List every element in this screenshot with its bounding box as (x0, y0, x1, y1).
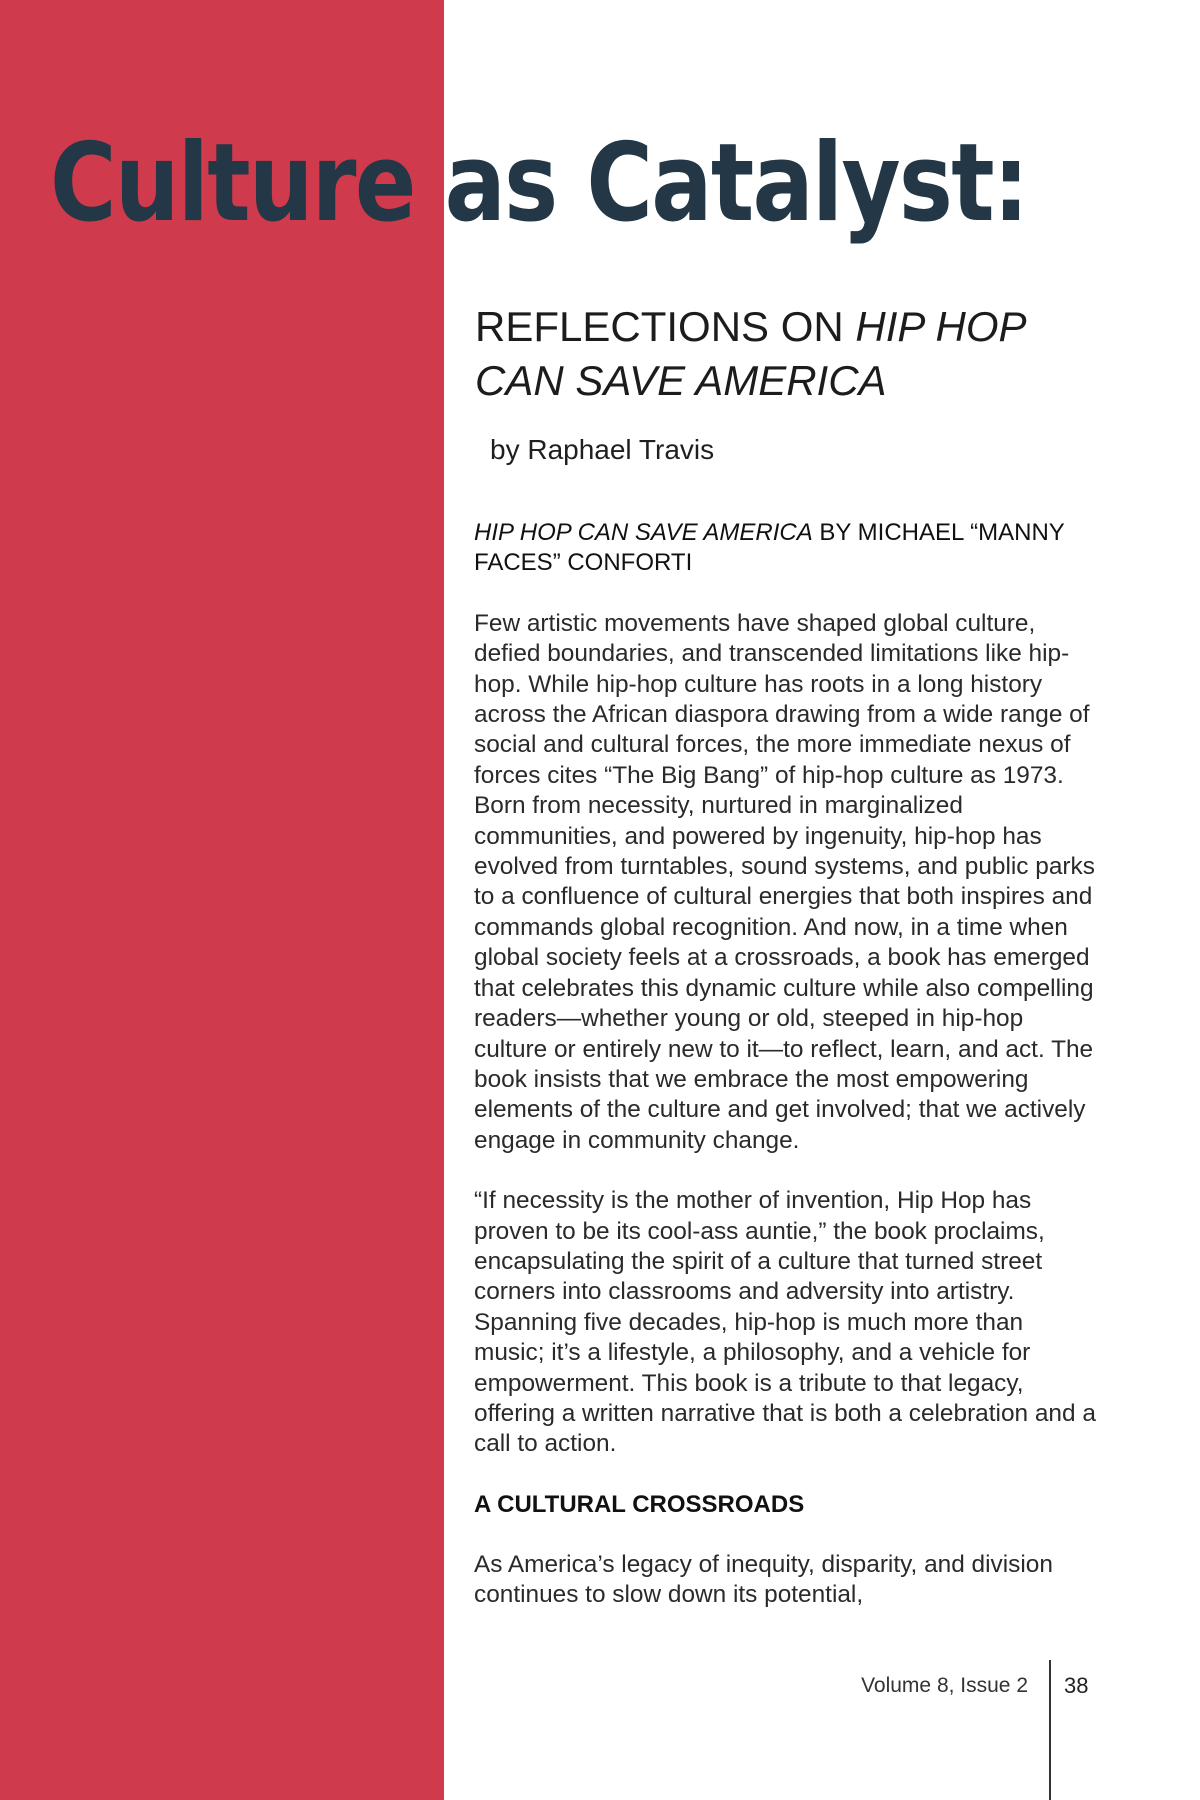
subtitle-book-title: HIP HOP CAN SAVE AMERICA (475, 303, 1025, 404)
article-body (474, 518, 1096, 1611)
byline: by Raphael Travis (490, 434, 715, 465)
book-heading-title: HIP HOP CAN SAVE AMERICA (474, 519, 813, 546)
footer-divider (1049, 1660, 1051, 1800)
article-title: Culture as Catalyst: (50, 121, 1028, 246)
body-paragraph: Few artistic movements have shaped global culture, defied boundaries, and transcended limitations like hip-hop. While hip-hop culture has roots in a long history across the African diaspora drawing from a wide range of social and cultural forces, the more immediate nexus of forces cites “The Big Bang” of hip-hop culture as 1973. Born from necessity, nurtured in marginalized communities, and powered by ingenuity, hip-hop has evolved from turntables, sound systems, and public parks to a confluence of cultural energies that both inspires and commands global recognition. And now, in a time when global society feels at a crossroads, a book has emerged that celebrates this dynamic culture while also compelling readers—whether young or old, steeped in hip-hop culture or entirely new to it—to reflect, learn, and act. The book insists that we embrace the most empowering elements of the culture and get involved; that we actively engage in community change. (474, 609, 1095, 1154)
body-paragraph: As America’s legacy of inequity, disparity, and division continues to slow down its potential, (474, 1550, 1053, 1609)
book-heading-author: BY MICHAEL “MANNY FACES” CONFORTI (474, 519, 1065, 577)
body-paragraph: “If necessity is the mother of invention, Hip Hop has proven to be its cool-ass auntie,” the book proclaims, encapsulating the spirit of a culture that turned street corners into classrooms and adversity into artistry. Spanning five decades, hip-hop is much more than music; it’s a lifestyle, a philosophy, and a vehicle for empowerment. This book is a tribute to that legacy, offering a written narrative that is both a celebration and a call to action. (474, 1187, 1096, 1458)
subtitle-plain: REFLECTIONS ON (475, 303, 856, 350)
page-number: 38 (1064, 1673, 1089, 1698)
book-heading (474, 518, 1096, 579)
section-heading: A CULTURAL CROSSROADS (474, 1490, 805, 1518)
article-subtitle (475, 300, 1115, 408)
red-color-band (0, 0, 444, 1800)
volume-issue-label: Volume 8, Issue 2 (861, 1674, 1028, 1697)
